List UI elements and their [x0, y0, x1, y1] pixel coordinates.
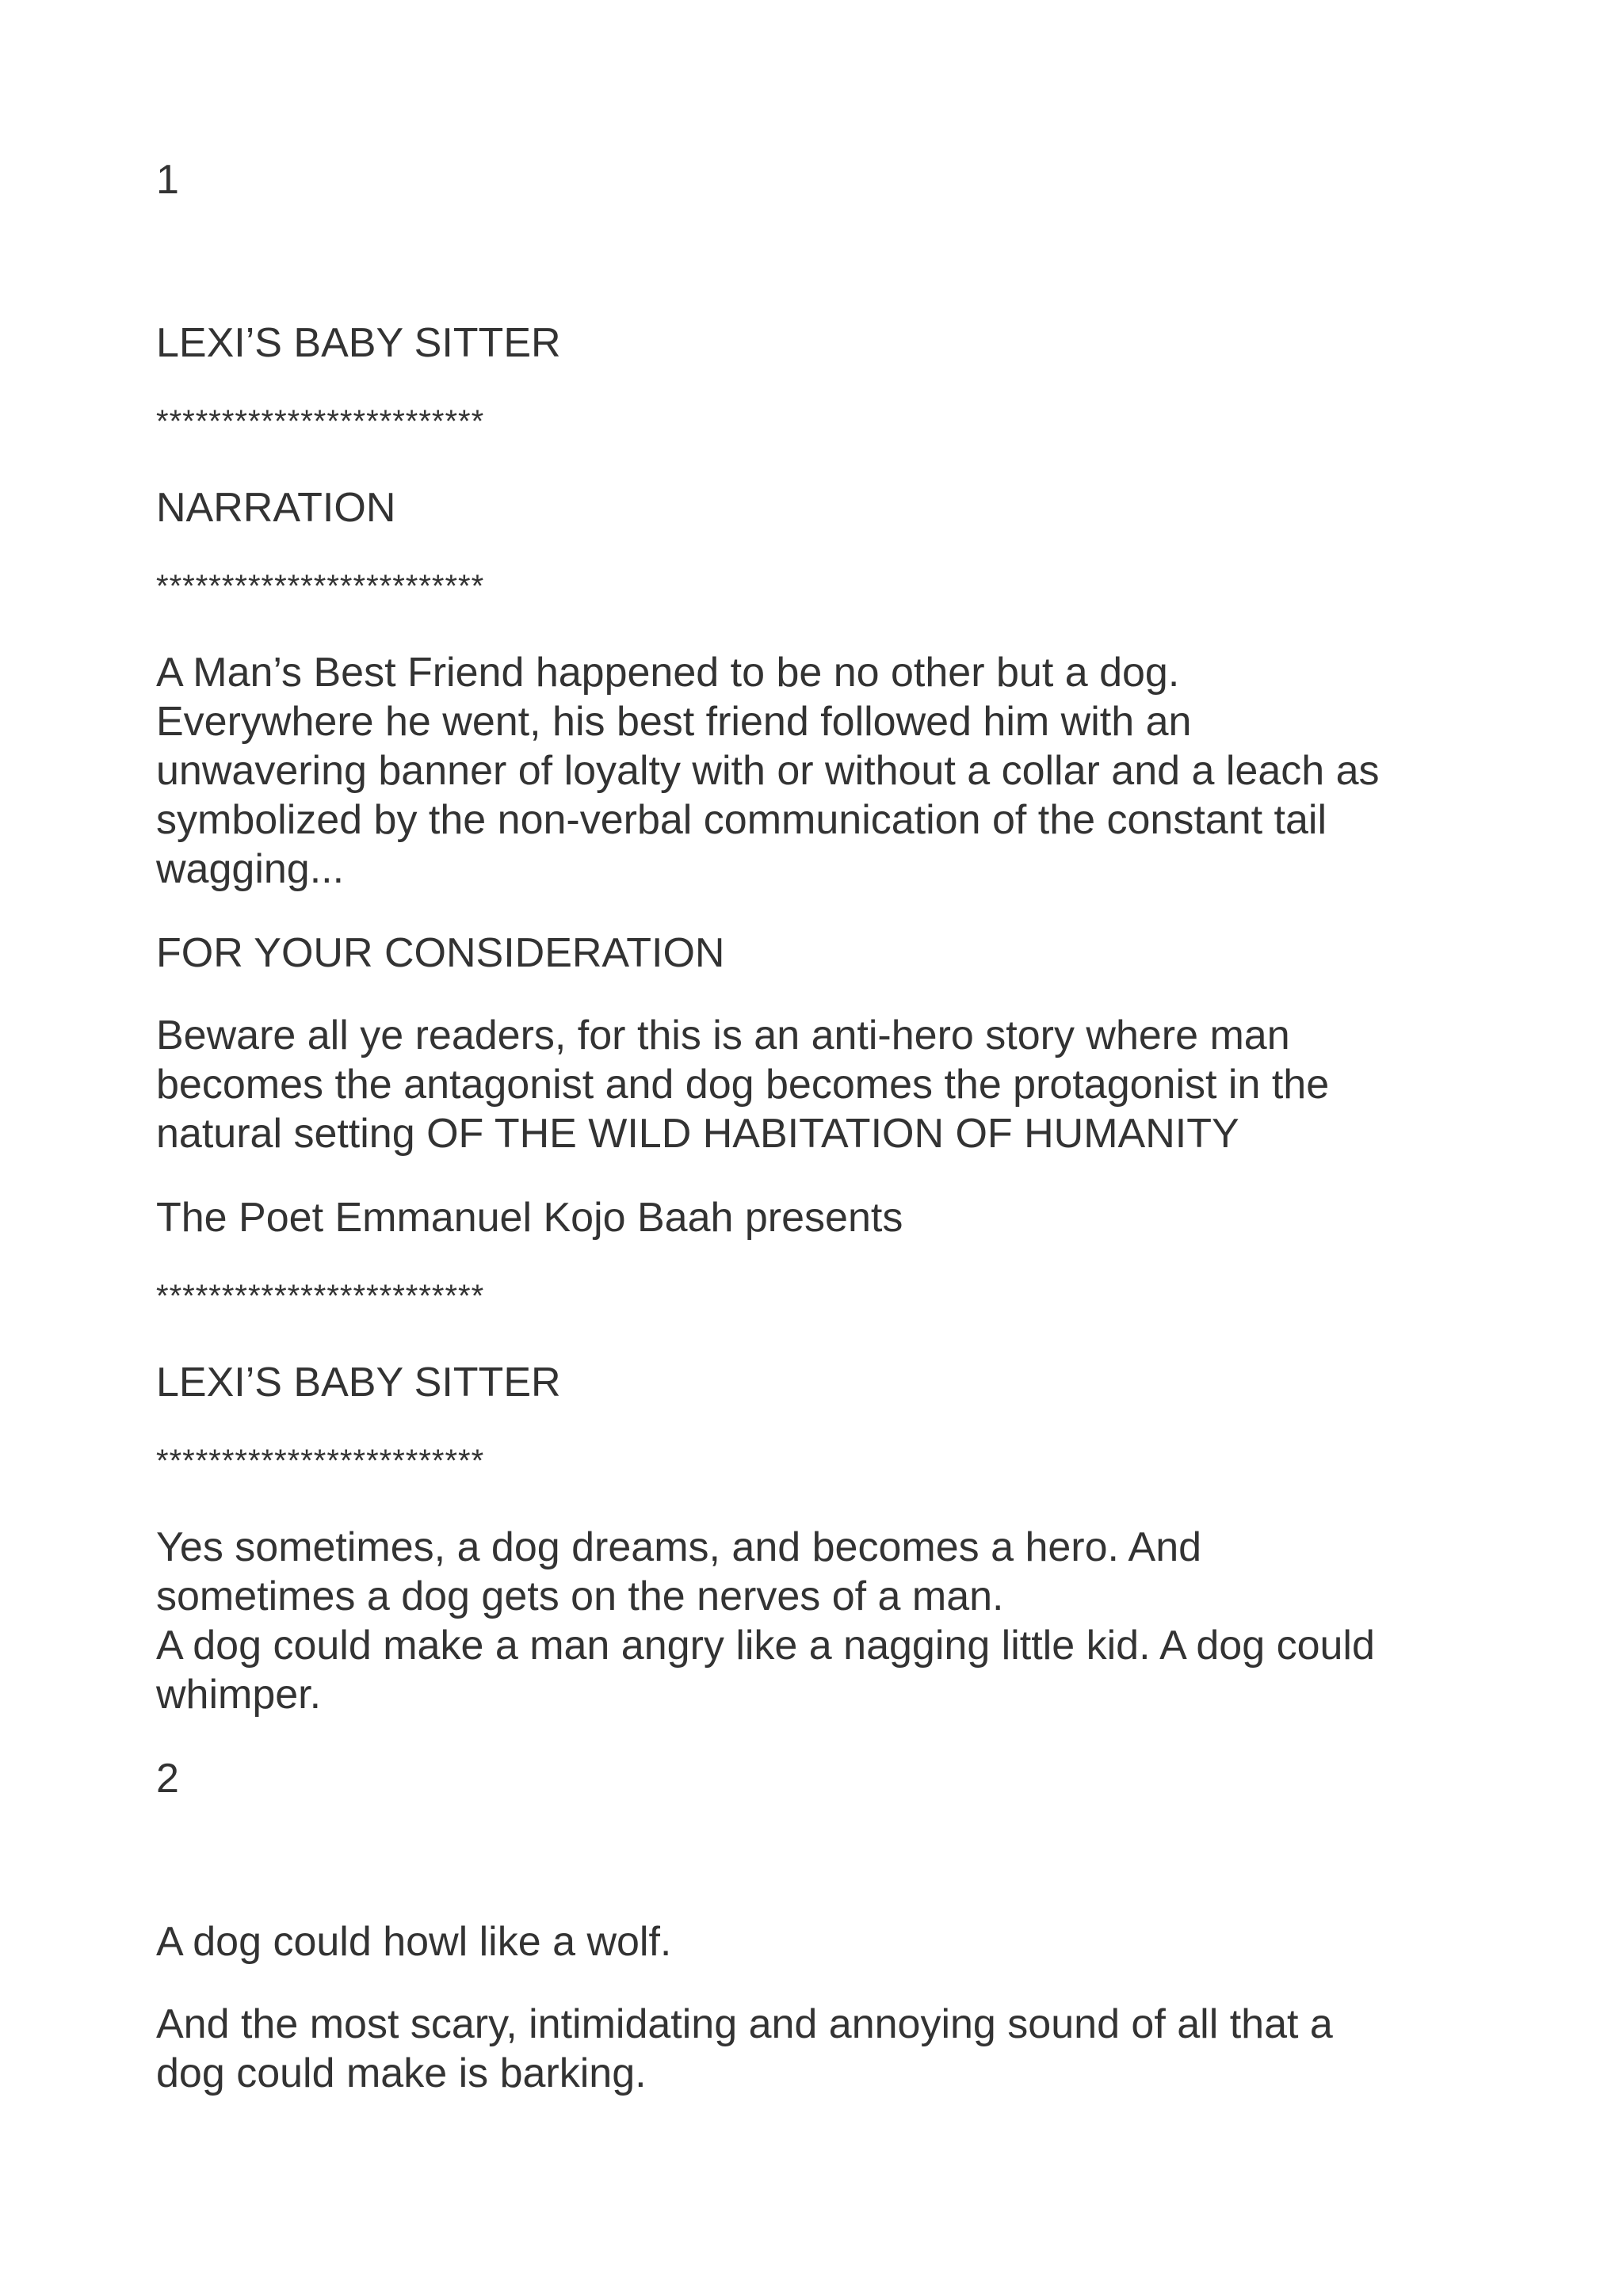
narration-heading: NARRATION: [156, 485, 396, 531]
asterisk-divider: *************************: [156, 569, 485, 604]
asterisk-divider: *************************: [156, 404, 485, 439]
intro-paragraph: [156, 648, 1487, 894]
story-title: LEXI’S BABY SITTER: [156, 1360, 561, 1405]
beware-paragraph: [156, 1011, 1487, 1158]
paragraph-line: becomes the antagonist and dog becomes the protagonist in the: [156, 1062, 1330, 1108]
page-number: 1: [156, 157, 179, 203]
paragraph-line: Beware all ye readers, for this is an anti-hero story where man: [156, 1013, 1290, 1058]
paragraph-line: Everywhere he went, his best friend followed him with an: [156, 699, 1192, 745]
paragraph-line: A dog could make a man angry like a nagging little kid. A dog could: [156, 1623, 1375, 1669]
barking-paragraph: [156, 2000, 1487, 2098]
paragraph-line: sometimes a dog gets on the nerves of a man.: [156, 1573, 1004, 1619]
paragraph-line: symbolized by the non-verbal communication of the constant tail: [156, 797, 1327, 843]
presents-line: The Poet Emmanuel Kojo Baah presents: [156, 1195, 903, 1241]
asterisk-divider: *************************: [156, 1444, 485, 1478]
story-title: LEXI’S BABY SITTER: [156, 320, 561, 366]
paragraph-line: dog could make is barking.: [156, 2050, 647, 2096]
paragraph-line: natural setting OF THE WILD HABITATION OF HUMANITY: [156, 1111, 1239, 1157]
paragraph-line: unwavering banner of loyalty with or without a collar and a leach as: [156, 748, 1380, 794]
howl-paragraph: A dog could howl like a wolf.: [156, 1919, 672, 1965]
paragraph-line: A Man’s Best Friend happened to be no other but a dog.: [156, 650, 1180, 696]
dreams-paragraph: [156, 1523, 1487, 1719]
paragraph-line: And the most scary, intimidating and annoying sound of all that a: [156, 2001, 1333, 2047]
paragraph-line: whimper.: [156, 1672, 322, 1718]
asterisk-divider: *************************: [156, 1279, 485, 1314]
page-number: 2: [156, 1756, 179, 1802]
paragraph-line: wagging...: [156, 846, 345, 892]
consideration-heading: FOR YOUR CONSIDERATION: [156, 930, 725, 976]
paragraph-line: Yes sometimes, a dog dreams, and becomes a hero. And: [156, 1524, 1202, 1570]
